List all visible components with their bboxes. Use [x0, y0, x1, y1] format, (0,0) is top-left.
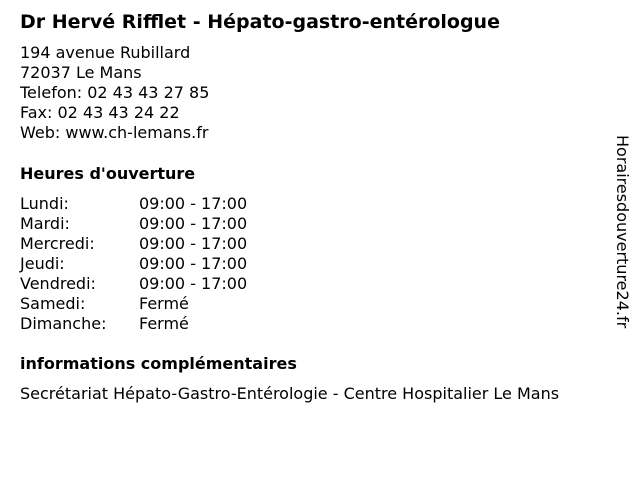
hours-row-wednesday — [20, 234, 247, 254]
info-heading: informations complémentaires — [20, 354, 297, 373]
day-label: Mardi: — [20, 214, 70, 233]
hours-row-sunday — [20, 314, 247, 334]
hours-row-friday — [20, 274, 247, 294]
address-fax: Fax: 02 43 43 24 22 — [20, 103, 180, 122]
time-value: 09:00 - 17:00 — [139, 194, 248, 213]
hours-row-thursday — [20, 254, 247, 274]
address-phone: Telefon: 02 43 43 27 85 — [20, 83, 210, 102]
time-value: Fermé — [139, 294, 189, 313]
hours-heading: Heures d'ouverture — [20, 164, 196, 183]
day-label: Vendredi: — [20, 274, 96, 293]
time-value: Fermé — [139, 314, 189, 333]
hours-row-monday — [20, 194, 247, 214]
time-value: 09:00 - 17:00 — [139, 254, 248, 273]
address-city: 72037 Le Mans — [20, 63, 142, 82]
info-text: Secrétariat Hépato-Gastro-Entérologie - Centre Hospitalier Le Mans — [20, 384, 560, 403]
time-value: 09:00 - 17:00 — [139, 274, 248, 293]
address-block — [20, 43, 209, 143]
day-label: Jeudi: — [20, 254, 65, 273]
time-value: 09:00 - 17:00 — [139, 214, 248, 233]
day-label: Dimanche: — [20, 314, 107, 333]
address-street: 194 avenue Rubillard — [20, 43, 191, 62]
hours-row-saturday — [20, 294, 247, 314]
day-label: Mercredi: — [20, 234, 95, 253]
hours-row-tuesday — [20, 214, 247, 234]
hours-table — [20, 194, 247, 334]
address-web: Web: www.ch-lemans.fr — [20, 123, 209, 142]
day-label: Lundi: — [20, 194, 69, 213]
watermark: Horairesdouverture24.fr — [613, 135, 632, 329]
page-title: Dr Hervé Rifflet - Hépato-gastro-entérologue — [20, 11, 500, 33]
time-value: 09:00 - 17:00 — [139, 234, 248, 253]
day-label: Samedi: — [20, 294, 86, 313]
